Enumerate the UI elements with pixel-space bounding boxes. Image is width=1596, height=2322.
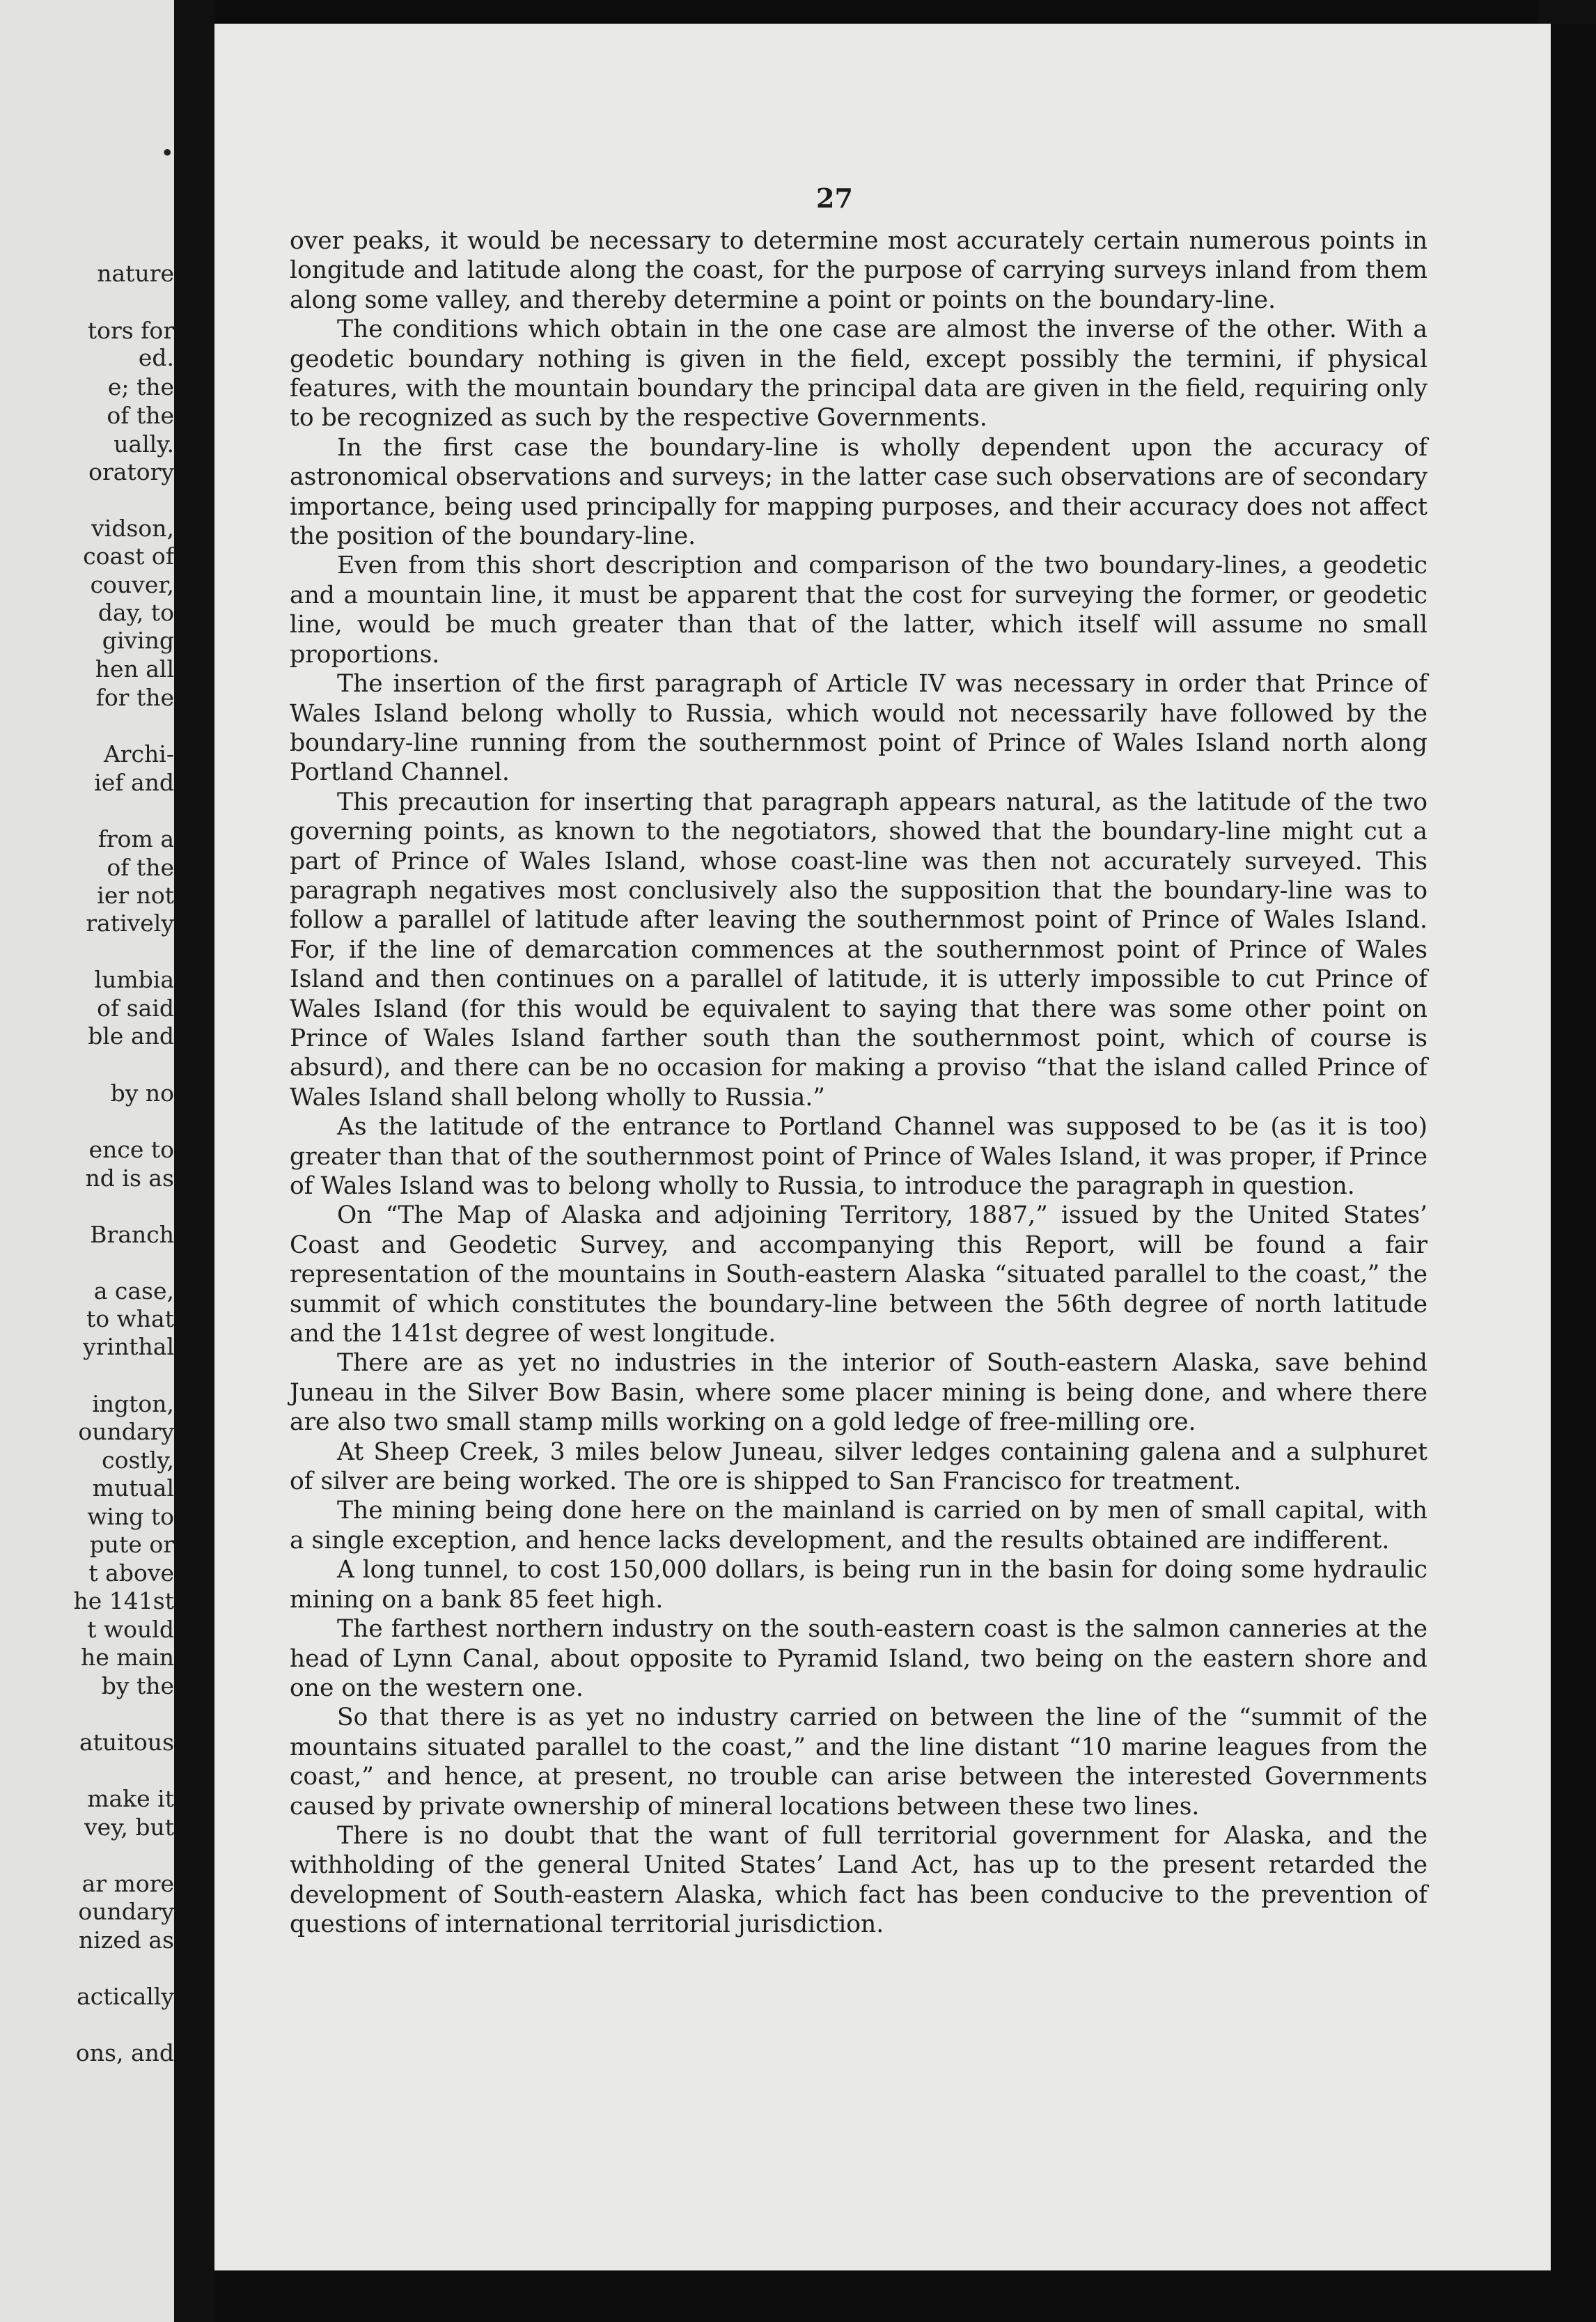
- paragraph: The conditions which obtain in the one case are almost the inverse of the other. With a geodetic boundary nothing is given in the field, except possibly the termini, if physical features, with the mountain boundary the principal data are given in the field, requiring only to be recognized as such by the respective Governments.: [290, 315, 1427, 433]
- adjacent-page-fragment: ble and: [88, 1022, 174, 1050]
- adjacent-page-fragment: of the: [107, 402, 174, 429]
- adjacent-page-fragment: •: [160, 139, 174, 166]
- adjacent-page-fragment: by the: [101, 1672, 174, 1699]
- adjacent-page-fragment: ief and: [94, 769, 174, 796]
- adjacent-page-fragment: nd is as: [85, 1164, 174, 1192]
- adjacent-page-fragment: pute or: [89, 1531, 174, 1558]
- paragraph: There are as yet no industries in the interior of South-eastern Alaska, save behind Juneau in the Silver Bow Basin, where some placer mining is being done, and where there are also two small stamp mills working on a gold ledge of free-milling ore.: [290, 1349, 1427, 1437]
- adjacent-page-fragment: ons, and: [75, 2039, 174, 2066]
- adjacent-page-fragment: giving: [102, 627, 174, 654]
- adjacent-page-fragment: ier not: [97, 882, 174, 909]
- adjacent-page-fragment: ington,: [92, 1390, 174, 1417]
- adjacent-page-fragment: tors for: [87, 317, 174, 344]
- adjacent-page-fragment: coast of: [83, 543, 174, 570]
- adjacent-page-fragment: ar more: [81, 1870, 174, 1897]
- binding-gutter: [174, 0, 214, 2322]
- adjacent-page-fragment: day, to: [97, 599, 174, 626]
- adjacent-page-fragment: yrinthal: [83, 1333, 174, 1360]
- paragraph: At Sheep Creek, 3 miles below Juneau, silver ledges containing galena and a sulphuret of silver are being worked. The ore is shipped to San Francisco for treatment.: [290, 1437, 1427, 1496]
- adjacent-page-fragment: costly,: [102, 1447, 174, 1474]
- adjacent-page-fragment: wing to: [87, 1503, 174, 1530]
- paragraph: The mining being done here on the mainland is carried on by men of small capital, with a single exception, and hence lacks development, and the results obtained are indifferent.: [290, 1497, 1427, 1555]
- paragraph: This precaution for inserting that paragraph appears natural, as the latitude of the two governing points, as known to the negotiators, showed that the boundary-line might cut a part of Prince of Wales Island, whose coast-line was then not accurately surveyed. This paragraph negatives most conclusively also the supposition that the boundary-line was to follow a parallel of latitude after leaving the southernmost point of Prince of Wales Island. For, if the line of demarcation commences at the southernmost point of Prince of Wales Island and then continues on a parallel of latitude, it is utterly impossible to cut Prince of Wales Island (for this would be equivalent to saying that there was some other point on Prince of Wales Island farther south than the southernmost point, which of course is absurd), and there can be no occasion for making a proviso “that the island called Prince of Wales Island shall belong wholly to Russia.”: [290, 788, 1427, 1112]
- adjacent-page-fragment: mutual: [92, 1474, 174, 1502]
- adjacent-page-fragment: lumbia: [94, 966, 174, 993]
- adjacent-page-fragment: of the: [107, 854, 174, 881]
- adjacent-page-fragment: to what: [86, 1305, 174, 1332]
- adjacent-page-fragment: t would: [87, 1616, 174, 1643]
- adjacent-page-fragment: actically: [77, 1983, 174, 2010]
- adjacent-page-fragment: nature: [97, 260, 174, 287]
- adjacent-page-fragment: by no: [110, 1080, 174, 1107]
- paragraph: On “The Map of Alaska and adjoining Territory, 1887,” issued by the United States’ Coast and Geodetic Survey, and accompanying this Report, will be found a fair representation of the mountains in South-eastern Alaska “situated parallel to the coast,” the summit of which constitutes the boundary-line between the 56th degree of north latitude and the 141st degree of west longitude.: [290, 1201, 1427, 1348]
- paragraph: The farthest northern industry on the south-eastern coast is the salmon canneries at the head of Lynn Canal, about opposite to Pyramid Island, two being on the eastern shore and one on the western one.: [290, 1615, 1427, 1702]
- adjacent-page-fragment: vidson,: [91, 515, 174, 542]
- adjacent-page-fragment: of said: [97, 995, 174, 1022]
- adjacent-page-fragment: Archi-: [103, 740, 174, 767]
- body-text: [290, 226, 1427, 1940]
- adjacent-page-fragment: for the: [95, 684, 174, 711]
- paragraph: So that there is as yet no industry carried on between the line of the “summit of the mountains situated parallel to the coast,” and the line distant “10 marine leagues from the coast,” and hence, at present, no trouble can arise between the interested Governments caused by private ownership of mineral locations between these two lines.: [290, 1704, 1427, 1821]
- adjacent-page-fragment: he 141st: [73, 1587, 174, 1614]
- adjacent-page-fragment: nized as: [79, 1926, 174, 1954]
- page-number: 27: [816, 182, 853, 214]
- adjacent-page-fragment: oundary: [78, 1418, 174, 1445]
- paragraph: The insertion of the first paragraph of Article IV was necessary in order that Prince of Wales Island belong wholly to Russia, which would not necessarily have followed by the boundary-line running from the southernmost point of Prince of Wales Island north along Portland Channel.: [290, 670, 1427, 787]
- adjacent-page-fragment: ually.: [114, 430, 174, 458]
- adjacent-page-fragment: Branch: [90, 1221, 174, 1248]
- adjacent-page-fragment: t above: [88, 1559, 174, 1587]
- adjacent-page-fragment: make it: [87, 1785, 174, 1812]
- adjacent-page-fragment: couver,: [90, 571, 174, 598]
- adjacent-page-fragment: oundary: [78, 1898, 174, 1925]
- adjacent-page-fragment: a case,: [93, 1277, 174, 1304]
- adjacent-page-fragment: e; the: [107, 373, 174, 400]
- paragraph: As the latitude of the entrance to Portland Channel was supposed to be (as it is too) greater than that of the southernmost point of Prince of Wales Island, it was proper, if Prince of Wales Island was to belong wholly to Russia, to introduce the paragraph in question.: [290, 1113, 1427, 1200]
- adjacent-page-fragment: ed.: [138, 344, 174, 371]
- adjacent-page-fragment: ratively: [86, 910, 174, 937]
- paragraph: Even from this short description and comparison of the two boundary-lines, a geodetic and a mountain line, it must be apparent that the cost for surveying the former, or geodetic line, would be much greater than that of the latter, which itself will assume no small proportions.: [290, 552, 1427, 669]
- adjacent-page-fragment: atuitous: [79, 1729, 174, 1756]
- paragraph: over peaks, it would be necessary to determine most accurately certain numerous points in longitude and latitude along the coast, for the purpose of carrying surveys inland from them along some valley, and thereby determine a point or points on the boundary-line.: [290, 227, 1427, 314]
- adjacent-page-fragment: vey, but: [84, 1814, 174, 1841]
- paragraph: There is no doubt that the want of full territorial government for Alaska, and the withholding of the general United States’ Land Act, has up to the present retarded the development of South-eastern Alaska, which fact has been conducive to the prevention of questions of international territorial jurisdiction.: [290, 1821, 1427, 1939]
- scan-border: [1539, 0, 1596, 24]
- adjacent-page-fragment: ence to: [88, 1136, 174, 1163]
- adjacent-page-fragment: oratory: [88, 458, 174, 485]
- adjacent-page-fragment: from a: [97, 825, 174, 852]
- paragraph: In the first case the boundary-line is wholly dependent upon the accuracy of astronomical observations and surveys; in the latter case such observations are of secondary importance, being used principally for mapping purposes, and their accuracy does not affect the position of the boundary-line.: [290, 433, 1427, 551]
- adjacent-page-fragment: he main: [80, 1644, 174, 1671]
- paragraph: A long tunnel, to cost 150,000 dollars, is being run in the basin for doing some hydraulic mining on a bank 85 feet high.: [290, 1556, 1427, 1614]
- adjacent-page-fragment: hen all: [95, 655, 174, 683]
- adjacent-page-edge: [0, 0, 174, 2322]
